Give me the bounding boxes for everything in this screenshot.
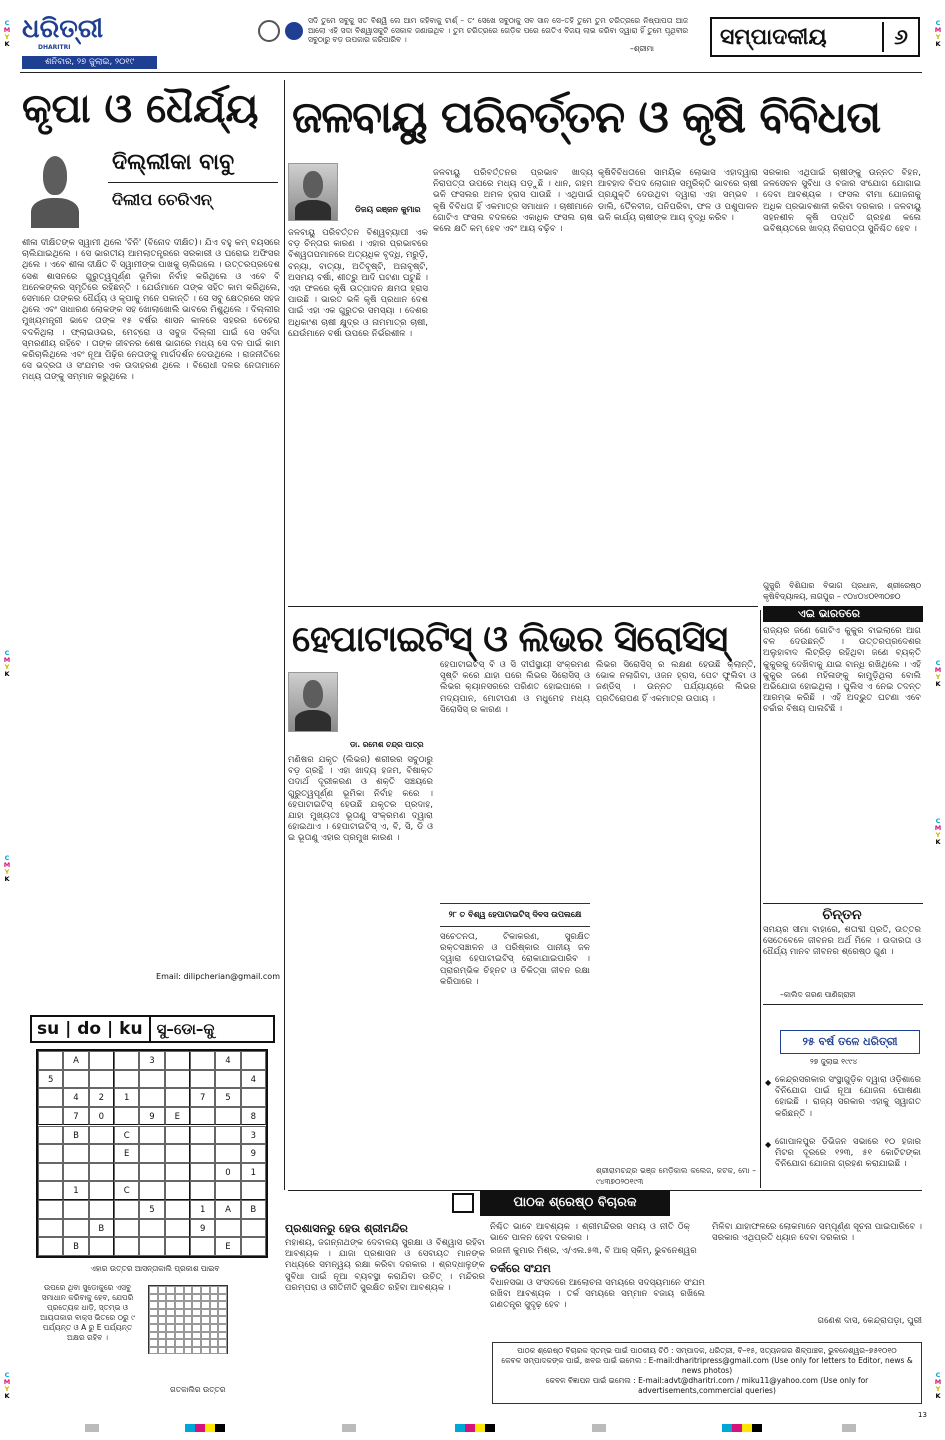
sudoku-cell[interactable] <box>215 1219 240 1238</box>
years-ago-item-1: କେନ୍ଦ୍ରସରକାର ସଂସ୍ଥାଗୁଡ଼ିକ ଦ୍ୱାରା ଓଡ଼ିଶାରେ ବିନିଯୋଗ ପାଇଁ ନୂଆ ଯୋଜନା ଘୋଷଣା ହୋଇଛି । ରାଜ୍ୟ ସରକାର ଏହାକୁ ସ୍ୱାଗତ କରିଛନ୍ତି । <box>775 1075 921 1119</box>
color-bar <box>842 1424 856 1432</box>
sudoku-solution-cell <box>218 1339 227 1347</box>
bullet-icon: ◆ <box>765 1078 772 1087</box>
sudoku-solution-cell <box>192 1316 201 1324</box>
sudoku-solution-cell <box>218 1301 227 1309</box>
sudoku-cell[interactable]: E <box>215 1237 240 1256</box>
sudoku-solution-cell <box>158 1347 167 1355</box>
color-bar <box>185 1424 225 1432</box>
sudoku-solution-cell <box>210 1347 219 1355</box>
sudoku-solution-cell <box>158 1324 167 1332</box>
sudoku-cell[interactable]: E <box>114 1144 139 1163</box>
sudoku-cell[interactable] <box>38 1088 63 1107</box>
sudoku-cell[interactable]: B <box>241 1200 266 1219</box>
sudoku-solution-cell <box>192 1347 201 1355</box>
sudoku-cell[interactable] <box>89 1070 114 1089</box>
chintan-author: –କାଲିଦ ଗରଣ ପାଣିଗ୍ରାହୀ <box>780 990 856 999</box>
sudoku-title: su | do | ku <box>37 1019 143 1039</box>
sudoku-cell[interactable] <box>63 1070 88 1089</box>
sudoku-solution-cell <box>201 1332 210 1340</box>
sudoku-grid[interactable] <box>36 1049 268 1258</box>
masthead-logo: ଧରିତ୍ରୀ DHARITRI <box>22 14 104 51</box>
color-bar <box>722 1424 762 1432</box>
letters-footer-address: ପାଠକ ଶ୍ରେଷ୍ଠ ବିଚାରକ ସ୍ତମ୍ଭ ପାଇଁ ପାଠକୀୟ ଚିଠି : ସମ୍ପାଦକ, ଧରିତ୍ରୀ, ବି–୧୫, ସତ୍ୟନଗର ଶିଳ୍ପାଞ୍ଚଳ, ଭୁବନେଶ୍ୱର–୭୫୧୦୧୦ <box>517 1346 897 1355</box>
sudoku-cell[interactable]: B <box>63 1237 88 1256</box>
sudoku-solution-cell <box>175 1316 184 1324</box>
sudoku-cell[interactable] <box>241 1051 266 1070</box>
sudoku-solution-cell <box>175 1294 184 1302</box>
sudoku-cell[interactable] <box>89 1237 114 1256</box>
sudoku-cell[interactable] <box>165 1126 190 1145</box>
page-number-badge: ୬ <box>894 24 908 50</box>
sudoku-cell[interactable] <box>139 1144 164 1163</box>
sudoku-solution-cell <box>192 1332 201 1340</box>
color-bar <box>592 1424 606 1432</box>
sudoku-solution-cell <box>149 1347 158 1355</box>
sudoku-cell[interactable]: A <box>63 1051 88 1070</box>
sudoku-solution-cell <box>210 1332 219 1340</box>
sudoku-cell[interactable] <box>139 1219 164 1238</box>
years-ago-date: ୨୭ ଜୁଲାଇ ୧୯୯୪ <box>810 1057 858 1066</box>
sudoku-solution-cell <box>201 1286 210 1294</box>
sudoku-cell[interactable] <box>139 1126 164 1145</box>
main-body-col2: ଜଳବାୟୁ ପରିବର୍ତ୍ତନର ପ୍ରଭାବ ଖାଦ୍ୟ ନିରାପତ୍ତା ଉପରେ ମଧ୍ୟ ପଡ଼ୁଛି । ଧାନ, ଗହମ ଭଳି ଫସଲର ଅମଳ ହ୍ରାସ ପାଉଛି । ଏଥିପାଇଁ କୃଷି ବିବିଧତା ହିଁ ଏକମାତ୍ର ସମାଧାନ । ଚାଷୀମାନେ ଗୋଟିଏ ଫସଲ ବଦଳରେ ଏକାଧିକ ଫସଲ ଚାଷ କଲେ କ୍ଷତି କମ୍ ହେବ ଏବଂ ଆୟ ବଢ଼ିବ । <box>433 168 593 235</box>
masthead-quote: ସଦି ତୁମେ ସବୁକୁ ସତ ବିଶ୍ୱି ଲେ ଆମ କହିବାକୁ ଟାର୍ଶ୍ – ତ' ସେଖେ ସବୁଠାକୁ ସବ ସାନ ସେ–ତହି ତୁମେ ତୁମ ଚରିତ୍ରରେ ନିଷ୍ପାପତା ଆଜ ଆଲୋ ଏହି ସଦା ବିଶ୍ୱାସକୁଟି ସେକାଳ ଜଣାଇଥିବ । ତୁମ ଚରିତ୍ରରେ ଗେଡ଼ିକ ପରେ ଗେତିଏ ବିଜୟ ଲାଭ କରିବା ଦ୍ୱାରା ହିଁ ତୁମେ ପୃଥିବୀର ସବୁଠାରୁ ବଡ଼ ଉପକାର କରିପାରିବ । <box>308 16 688 44</box>
letter2-body: ନିଶ୍ଚିତ ଭାବେ ଆବଶ୍ୟକ । ଶ୍ରୀମନ୍ଦିରର ସମୟ ଓ ନୀତି ଠିକ୍ ଭାବେ ପାଳନ ହେବା ଦରକାର । <box>490 1222 690 1244</box>
sudoku-cell[interactable] <box>190 1107 215 1126</box>
sudoku-cell[interactable] <box>190 1051 215 1070</box>
sudoku-cell[interactable] <box>190 1070 215 1089</box>
sudoku-cell[interactable]: 9 <box>139 1107 164 1126</box>
masthead-date: ଶନିବାର, ୨୭ ଜୁଲାଇ, ୨୦୧୯ <box>22 56 157 69</box>
sudoku-solution-cell <box>218 1316 227 1324</box>
sudoku-cell[interactable] <box>89 1181 114 1200</box>
sudoku-cell[interactable] <box>89 1126 114 1145</box>
sudoku-cell[interactable] <box>139 1181 164 1200</box>
sudoku-solution-cell <box>184 1301 193 1309</box>
sudoku-solution-cell <box>158 1332 167 1340</box>
sudoku-solution-cell <box>175 1309 184 1317</box>
sudoku-cell[interactable]: B <box>89 1219 114 1238</box>
sudoku-solution-cell <box>184 1339 193 1347</box>
registration-mark: C M Y K <box>934 659 942 688</box>
sudoku-solution-cell <box>192 1294 201 1302</box>
sudoku-cell[interactable] <box>38 1107 63 1126</box>
sudoku-cell[interactable] <box>165 1181 190 1200</box>
sudoku-cell[interactable] <box>190 1163 215 1182</box>
bullet-icon: ◆ <box>765 1140 772 1149</box>
sudoku-solution-cell <box>210 1301 219 1309</box>
sudoku-solution-cell <box>175 1301 184 1309</box>
sudoku-cell[interactable] <box>215 1144 240 1163</box>
letters-banner: ପାଠକ ଶ୍ରେଷ୍ଠ ବିଚାରକ <box>480 1190 670 1216</box>
sudoku-solution-cell <box>218 1347 227 1355</box>
sudoku-solution-cell <box>201 1301 210 1309</box>
sudoku-cell[interactable]: 0 <box>215 1163 240 1182</box>
sudoku-cell[interactable] <box>114 1163 139 1182</box>
letter1-body: ମହାଶୟ, ଜଗନ୍ନାଥଙ୍କ ଦେବାଳୟ ସୁରକ୍ଷା ଓ ବିଶ୍ୱାସ ରହିବା ଆବଶ୍ୟକ । ଯାଜା ପ୍ରଶାସନ ଓ ସେବାୟତ ମାନଙ୍କ ମଧ୍ୟରେ ସମନ୍ୱୟ ରକ୍ଷା କରିବା ଦରକାର । ଶ୍ରଦ୍ଧାଳୁଙ୍କ ସୁବିଧା ପାଇଁ ନୂଆ ବ୍ୟବସ୍ଥା କରାଯିବା ଉଚିତ୍ । ମନ୍ଦିରର ପରମ୍ପରା ଓ ରୀତିନୀତି ସୁରକ୍ଷିତ ରହିବା ଆବଶ୍ୟକ । <box>285 1238 485 1293</box>
sudoku-solution-cell <box>201 1316 210 1324</box>
sudoku-cell[interactable] <box>114 1107 139 1126</box>
sudoku-solution-cell <box>175 1286 184 1294</box>
sudoku-cell[interactable] <box>38 1237 63 1256</box>
sudoku-solution-cell <box>201 1347 210 1355</box>
registration-mark: C M Y K <box>3 649 11 678</box>
sudoku-cell[interactable] <box>114 1070 139 1089</box>
sudoku-solution-cell <box>149 1316 158 1324</box>
sudoku-solution-cell <box>192 1301 201 1309</box>
masthead-quote-author: –ଶ୍ରୀମା <box>630 44 654 53</box>
sudoku-cell[interactable]: 1 <box>63 1181 88 1200</box>
sudoku-solution-cell <box>175 1339 184 1347</box>
sudoku-solution-cell <box>166 1294 175 1302</box>
sudoku-cell[interactable]: 5 <box>139 1200 164 1219</box>
sudoku-cell[interactable]: 4 <box>241 1070 266 1089</box>
sudoku-cell[interactable] <box>190 1237 215 1256</box>
registration-mark: C M Y K <box>934 19 942 48</box>
sudoku-solution-cell <box>201 1309 210 1317</box>
sudoku-solution-cell <box>158 1316 167 1324</box>
main-body-col3: କୃଷିବିବିଧତାରେ ସାମୟିକ ଲୋଭାସ ଏହାଦ୍ୱାରା ଆବହାଦ ବିପଦ ଲୋଗାନ ସମ୍ପ୍ରିକ୍ତି ଭାବରେ ଚାଷୀ ପ୍ରଯୁକ୍ତି ଦେଉଥିବା ଦ୍ୱାରା ଏହା ସମ୍ଭବ । ଡାଲି, ତୈଳବୀଜ, ପନିପରିବା, ଫଳ ଓ ପଶୁପାଳନ ଭଳି କାର୍ଯ୍ୟ ଚାଷୀଙ୍କ ଆୟ ବୃଦ୍ଧି କରିବ । <box>598 168 758 223</box>
sudoku-cell[interactable]: 1 <box>241 1163 266 1182</box>
color-bar <box>342 1424 356 1432</box>
sudoku-cell[interactable] <box>38 1144 63 1163</box>
sudoku-cell[interactable] <box>89 1200 114 1219</box>
sudoku-solution-cell <box>149 1339 158 1347</box>
sudoku-solution-cell <box>184 1294 193 1302</box>
sudoku-cell[interactable]: C <box>114 1126 139 1145</box>
sudoku-solution-cell <box>166 1316 175 1324</box>
sudoku-solution-cell <box>218 1332 227 1340</box>
letter4-sign: ଗଣେଶ ଦାସ, କେନ୍ଦ୍ରାପଡ଼ା, ପୁରୀ <box>817 1316 922 1326</box>
sudoku-cell[interactable] <box>63 1200 88 1219</box>
sudoku-cell[interactable] <box>190 1144 215 1163</box>
sudoku-solution-cell <box>218 1294 227 1302</box>
sudoku-solution-cell <box>192 1309 201 1317</box>
sudoku-solution-cell <box>166 1339 175 1347</box>
main-headline: ଜଳବାୟୁ ପରିବର୍ତ୍ତନ ଓ କୃଷି ବିବିଧତା <box>292 92 881 143</box>
sudoku-solution-cell <box>210 1339 219 1347</box>
sudoku-cell[interactable]: 5 <box>38 1070 63 1089</box>
sudoku-cell[interactable] <box>215 1070 240 1089</box>
main-body-col1: ଜଳବାୟୁ ପରିବର୍ତ୍ତନ ବିଶ୍ୱବ୍ୟାପୀ ଏକ ବଡ଼ ଚିନ୍ତାର କାରଣ । ଏହାର ପ୍ରଭାବରେ ବିଶ୍ୱତାପମାନରେ ଅତ୍ୟଧିକ ବୃଦ୍ଧି, ମରୁଡ଼ି, ବନ୍ୟା, ବାତ୍ୟା, ଅତିବୃଷ୍ଟି, ଅନାବୃଷ୍ଟି, ଅସମୟ ବର୍ଷା, ଶୀତ୍ରୁ ଆଦି ଘଟଣା ଘଟୁଛି । ଏହା ଫଳରେ କୃଷି ଉତ୍ପାଦନ କ୍ଷମତା ହ୍ରାସ ପାଉଛି । ଭାରତ ଭଳି କୃଷି ପ୍ରଧାନ ଦେଶ ପାଇଁ ଏହା ଏକ ଗୁରୁତର ସମସ୍ୟା । ଦେଶର ଅଧିକାଂଶ ଚାଷୀ କ୍ଷୁଦ୍ର ଓ ନାମମାତ୍ର ଚାଷୀ, ଯେଉଁମାନେ ବର୍ଷା ଉପରେ ନିର୍ଭରଶୀଳ । <box>288 228 428 339</box>
sudoku-cell[interactable] <box>165 1200 190 1219</box>
color-bar <box>455 1424 495 1432</box>
sudoku-cell[interactable] <box>63 1219 88 1238</box>
sudoku-cell[interactable] <box>63 1163 88 1182</box>
sudoku-solution-cell <box>210 1324 219 1332</box>
column-body: ଶୀଳା ଦୀକ୍ଷିତଙ୍କ ସ୍ୱାମୀ ଥିଲେ 'ବିନି' (ବିନୋଦ ଦୀକ୍ଷିତ)। ଯିଏ ବହୁ କମ୍ ବୟସରେ ଚାଲିଯାଇଥିଲେ । ସେ ଭାରତୀୟ ଆମଲାତନ୍ତ୍ରରେ ସରକାରୀ ଓ ଘରୋଇ ଅଫିସର ଥିଲେ । ଏବେ ଶୀଳା ଦୀକ୍ଷିତ ବି ସ୍ୱାମୀଙ୍କ ପାଖକୁ ଚାଲିଗଲେ । ଉତ୍ତରପ୍ରଦେଶ ସେଶ ଶାସନରେ ଗୁରୁତ୍ୱପୂର୍ଣ୍ଣ ଭୂମିକା ନିର୍ବାହ କରିଥିଲେ ଓ ଏବେ ବି ଅନେକଙ୍କର ସ୍ମୃତିରେ ରହିଛନ୍ତି । ଯେଉଁମାନେ ତାଙ୍କ ସହିତ କାମ କରିଥିଲେ, ସେମାନେ ତାଙ୍କର ଧୈର୍ଯ୍ୟ ଓ କୃପାକୁ ମନେ ପକାନ୍ତି । ସେ ସବୁ କ୍ଷେତ୍ରରେ ସହଜ ଥିଲେ ଏବଂ ସାଧାରଣ ଲୋକଙ୍କ ସହ ଖୋଲାଖୋଲି ଭାବରେ ମିଶୁଥିଲେ । ଦିଲ୍ଲୀର ମୁଖ୍ୟମନ୍ତ୍ରୀ ଭାବେ ତାଙ୍କ ୧୫ ବର୍ଷର ଶାସନ କାଳରେ ସହରର ଚେହେରା ବଦଳିଥିଲା । ଫ୍ଲାଇଓଭର, ମେଟ୍ରୋ ଓ ସବୁଜ ଦିଲ୍ଲୀ ପାଇଁ ସେ ସର୍ବଦା ସ୍ମରଣୀୟ ରହିବେ । ତାଙ୍କ ଜୀବନର ଶେଷ ଭାଗରେ ମଧ୍ୟ ସେ ଦଳ ପାଇଁ କାମ କରିଚାଲିଥିଲେ ଏବଂ ନୂଆ ପିଢ଼ିର ନେତାଙ୍କୁ ମାର୍ଗଦର୍ଶନ ଦେଉଥିଲେ । ରାଜନୀତିରେ ସେ ଭଦ୍ରତା ଓ ସଂଯମର ଏକ ଉଦାହରଣ ଥିଲେ । ବିରୋଧୀ ଦଳର ନେତାମାନେ ମଧ୍ୟ ତାଙ୍କୁ ସମ୍ମାନ କରୁଥିଲେ । <box>22 238 280 383</box>
sudoku-title-odia: ସୁ–ଡୋ–କୁ <box>156 1020 215 1038</box>
sudoku-solution-cell <box>149 1301 158 1309</box>
sudoku-cell[interactable] <box>114 1200 139 1219</box>
sudoku-cell[interactable]: 2 <box>89 1088 114 1107</box>
sudoku-cell[interactable]: 4 <box>215 1051 240 1070</box>
sudoku-solution-cell <box>192 1324 201 1332</box>
sudoku-solution-cell <box>166 1324 175 1332</box>
sudoku-cell[interactable]: 3 <box>139 1051 164 1070</box>
sudoku-cell[interactable] <box>215 1107 240 1126</box>
sudoku-solution-cell <box>210 1286 219 1294</box>
sudoku-cell[interactable] <box>38 1126 63 1145</box>
sudoku-solution-cell <box>201 1324 210 1332</box>
sudoku-solution-cell <box>184 1332 193 1340</box>
sudoku-cell[interactable] <box>114 1051 139 1070</box>
sudoku-solution-cell <box>210 1316 219 1324</box>
sudoku-solution-cell <box>175 1324 184 1332</box>
sudoku-cell[interactable] <box>38 1163 63 1182</box>
sudoku-cell[interactable]: 9 <box>241 1144 266 1163</box>
author-photo <box>24 146 86 228</box>
sudoku-cell[interactable]: C <box>114 1181 139 1200</box>
sudoku-solution-cell <box>158 1309 167 1317</box>
sudoku-solution-cell <box>175 1347 184 1355</box>
sudoku-cell[interactable] <box>165 1144 190 1163</box>
sudoku-cell[interactable] <box>215 1126 240 1145</box>
sudoku-cell[interactable]: B <box>63 1126 88 1145</box>
east-india-body: ରାଜ୍ୟର ଜଣେ ଗୋଟିଏ କୁକୁର ବାଇଲାରେ ଆଗ ବଳ ଦେଉଛନ୍ତି । ଉତ୍ତରପ୍ରଦେଶର ଅଲୁହାବାଦ ଲିଟ୍ରିଡ଼ ରହିଥିବା ଜଣେ ବ୍ୟକ୍ତି କୁକୁରକୁ ଦେଖିବାକୁ ଯାଇ ବାନ୍ଧି ରଖିଥିଲେ । ଏହି କୁକୁର ଜଣେ ମହିଳାଙ୍କୁ କାମୁଡ଼ିଥିଲା ବୋଲି ଅଭିଯୋଗ ହୋଇଥିଲା । ପୁଲିସ ଏ ନେଇ ତଦନ୍ତ ଆରମ୍ଭ କରିଛି । ଏହି ଅଦ୍ଭୁତ ଘଟଣା ଏବେ ଚର୍ଚ୍ଚାର ବିଷୟ ପାଲଟିଛି । <box>763 626 921 715</box>
sudoku-cell[interactable] <box>139 1070 164 1089</box>
sudoku-rules: ଉପରେ ଥିବା ସୁଡୋକୁରେ ଏସବୁ ସମାଧାନ କରିବାକୁ ହେବ, ଯେପରି ପ୍ରତ୍ୟେକ ଧାଡ଼ି, ସ୍ତମ୍ଭ ଓ ଆୟତାକାର ବାକ୍ସ ଭିତରେ ୦ରୁ ୯ ପର୍ଯ୍ୟନ୍ତ ଓ A ରୁ E ପର୍ଯ୍ୟନ୍ତ ଅକ୍ଷର ରହିବ । <box>40 1283 135 1342</box>
sudoku-cell[interactable] <box>215 1181 240 1200</box>
sudoku-solution-cell <box>158 1339 167 1347</box>
sudoku-solution-cell <box>184 1309 193 1317</box>
years-ago-item-2: ଗୋପାଳପୁର ଡିଭିଜନ ସଭାରେ ୧୦ ହଜାର ମିଟର ଦୂରରେ ୧୨୩, ୫୧ କୋଟିଟଙ୍କା ବିନିଯୋଗ ଯୋଜନା ଗ୍ରହଣ କରାଯାଇଛି । <box>775 1137 921 1170</box>
author-photo <box>288 672 338 732</box>
sudoku-cell[interactable] <box>139 1088 164 1107</box>
chintan-title: ଚିନ୍ତନ <box>822 907 862 923</box>
sudoku-solution-cell <box>149 1286 158 1294</box>
registration-mark: C M Y K <box>934 1371 942 1400</box>
registration-mark: C M Y K <box>934 817 942 846</box>
sudoku-cell[interactable] <box>38 1181 63 1200</box>
sudoku-cell[interactable] <box>241 1237 266 1256</box>
sudoku-cell[interactable]: 7 <box>63 1107 88 1126</box>
sudoku-cell[interactable]: 3 <box>241 1126 266 1145</box>
sudoku-solution-cell <box>192 1286 201 1294</box>
sudoku-cell[interactable] <box>63 1144 88 1163</box>
sudoku-cell[interactable] <box>139 1163 164 1182</box>
section-title: ସମ୍ପାଦକୀୟ <box>720 24 827 50</box>
hepatitis-body-col1: ମଣିଷର ଯକୃତ (ଲିଭର) ଶରୀରର ସବୁଠାରୁ ବଡ଼ ଗ୍ରନ୍ଥି । ଏହା ଖାଦ୍ୟ ହଜମ, ବିଷାକ୍ତ ପଦାର୍ଥ ଦୂରୀକରଣ ଓ ଶକ୍ତି ସଞ୍ଚୟରେ ଗୁରୁତ୍ୱପୂର୍ଣ୍ଣ ଭୂମିକା ନିର୍ବାହ କରେ । ହେପାଟାଇଟିସ୍ ହେଉଛି ଯକୃତର ପ୍ରଦାହ, ଯାହା ମୁଖ୍ୟତଃ ଭୂତାଣୁ ସଂକ୍ରମଣ ଦ୍ୱାରା ହୋଇଥାଏ । ହେପାଟାଇଟିସ୍ ଏ, ବି, ସି, ଡି ଓ ଇ ଭୂତାଣୁ ଏହାର ପ୍ରମୁଖ କାରଣ । <box>288 755 433 844</box>
sudoku-solution-cell <box>184 1286 193 1294</box>
sudoku-solution-cell <box>192 1339 201 1347</box>
letter2-sign: ରଜନୀ କୁମାର ମିଶ୍ର, ଏ/ଏଲ.୫୩, ବି ଆର୍ ସ୍କିମ୍, ଭୁବନେଶ୍ୱର <box>490 1246 697 1256</box>
sudoku-solution-cell <box>166 1301 175 1309</box>
sudoku-cell[interactable] <box>165 1163 190 1182</box>
sudoku-cell[interactable] <box>241 1181 266 1200</box>
author-email: Email: dilipcherian@gmail.com <box>156 972 280 981</box>
column-byline: ଦିଲ୍ଲୀକା ବାବୁ <box>112 150 235 175</box>
hepatitis-author-footer: ଶ୍ରୀରାମଚନ୍ଦ୍ର ଭଞ୍ଜ ମେଡ଼ିକାଲ କଲେଜ, କଟକ, ମୋ – ୯୪୩୭୦୨୦୧୯୩ <box>596 1166 756 1187</box>
sudoku-solution-cell <box>149 1332 158 1340</box>
sudoku-solution-cell <box>184 1324 193 1332</box>
sudoku-cell[interactable] <box>38 1200 63 1219</box>
letters-footer-email2: କେବଳ ବିଜ୍ଞାପନ ପାଇଁ ଇମେଲ : E-mail:advt@dharitri.com / miku11@yahoo.com (Use only for advertisements,commercial queries) <box>545 1376 869 1395</box>
sudoku-solution-cell <box>210 1309 219 1317</box>
sudoku-cell[interactable]: 0 <box>89 1107 114 1126</box>
main-author-footer: ଗୁଜୁରି ବିଶିଯାର ବିଭାଗ ପ୍ରଧାନ, ଶ୍ରୀରେଷ୍ଠ କୃଷିବିଦ୍ୟାଳୟ, ନାଗପୁର – ୯୦୪୦୪୦୧୩୦୭୦ <box>763 581 921 602</box>
sudoku-cell[interactable] <box>165 1219 190 1238</box>
section-box <box>710 17 920 57</box>
sudoku-yesterday-label: ଗତକାଲିର ଉତ୍ତର <box>170 1385 226 1394</box>
sudoku-cell[interactable]: 7 <box>190 1088 215 1107</box>
sudoku-solution-cell <box>149 1324 158 1332</box>
sudoku-cell[interactable]: E <box>165 1107 190 1126</box>
hepatitis-body-col3: ଲିଭର ସିରୋସିସ୍ ର ଲକ୍ଷଣ ହେଉଛି କ୍ଲାନ୍ତି, ଭୋକ ନଲାଗିବା, ଓଜନ ହ୍ରାସ, ପେଟ ଫୁଲିବା ଓ ଜଣ୍ଡିସ୍ । ଉନ୍ନତ ପର୍ଯ୍ୟାୟରେ ଲିଭର ପ୍ରତିରୋପଣ ହିଁ ଏକମାତ୍ର ଉପାୟ । <box>596 660 756 704</box>
sudoku-solution-cell <box>166 1309 175 1317</box>
sudoku-cell[interactable] <box>139 1237 164 1256</box>
hepatitis-body-col2b: ସଚେତନତା, ଟିକାକରଣ, ସୁରକ୍ଷିତ ରକ୍ତସଞ୍ଚାଳନ ଓ ପରିଷ୍କାର ପାନୀୟ ଜଳ ଦ୍ୱାରା ହେପାଟାଇଟିସ୍ ରୋକାଯାଇପାରିବ । ପ୍ରାରମ୍ଭିକ ଚିହ୍ନଟ ଓ ଚିକିତ୍ସା ଜୀବନ ରକ୍ଷା କରିପାରେ । <box>440 932 590 987</box>
sudoku-cell[interactable] <box>89 1163 114 1182</box>
om-icon <box>285 22 303 40</box>
years-ago-title: ୨୫ ବର୍ଷ ତଳେ ଧରିତ୍ରୀ <box>780 1030 920 1054</box>
main-body-col4: ସରକାର ଏଥିପାଇଁ ଚାଷୀଙ୍କୁ ଉନ୍ନତ ବିହନ, ଜଳସେଚନ ସୁବିଧା ଓ ବଜାର ସଂଯୋଗ ଯୋଗାଇ ଦେବା ଆବଶ୍ୟକ । ଫସଲ ବୀମା ଯୋଜନାକୁ ଅଧିକ ପ୍ରଭାବଶାଳୀ କରିବା ଦରକାର । ଜଳବାୟୁ ସହନଶୀଳ କୃଷି ପଦ୍ଧତି ଗ୍ରହଣ କଲେ ଭବିଷ୍ୟତରେ ଖାଦ୍ୟ ନିରାପତ୍ତା ସୁନିଶ୍ଚିତ ହେବ । <box>763 168 921 235</box>
sudoku-cell[interactable]: 1 <box>190 1200 215 1219</box>
sudoku-solution-cell <box>201 1294 210 1302</box>
sudoku-solution-cell <box>218 1324 227 1332</box>
registration-mark: C M Y K <box>3 854 11 883</box>
hepatitis-author: ଡା. ରମେଶ ଚନ୍ଦ୍ର ପାତ୍ର <box>350 740 424 749</box>
east-india-header: ଏଇ ଭାରତରେ <box>763 606 923 622</box>
sudoku-cell[interactable] <box>165 1237 190 1256</box>
hepatitis-body-col2: ହେପାଟାଇଟିସ୍ ବି ଓ ସି ଦୀର୍ଘସ୍ଥାୟୀ ସଂକ୍ରମଣ ସୃଷ୍ଟି କରେ ଯାହା ପରେ ଲିଭର ସିରୋସିସ୍ ଓ ଲିଭର କ୍ୟାନସରରେ ପରିଣତ ହୋଇପାରେ । ମଦ୍ୟପାନ, ମୋଟାପଣ ଓ ମଧୁମେହ ମଧ୍ୟ ସିରୋସିସ୍ ର କାରଣ । <box>440 660 590 715</box>
sudoku-solution-cell <box>184 1347 193 1355</box>
hepatitis-headline: ହେପାଟାଇଟିସ୍ ଓ ଲିଭର ସିରୋସିସ୍ <box>292 619 728 660</box>
hepatitis-subhead: ୨୮ ତ ବିଶ୍ୱ ହେପାଟାଇଟିସ୍ ଦିବସ ଉପଲକ୍ଷେ <box>440 903 590 927</box>
sudoku-cell[interactable] <box>89 1051 114 1070</box>
sudoku-solution-cell <box>201 1339 210 1347</box>
letter4-body: ମିଳିବା ଯାହାଫଳରେ ଲୋକମାନେ ସମ୍ପୂର୍ଣ୍ଣ ସୂଚନା ପାଇପାରିବେ । ସରକାର ଏଥିପ୍ରତି ଧ୍ୟାନ ଦେବା ଦରକାର । <box>712 1222 922 1244</box>
sudoku-solution-cell <box>166 1286 175 1294</box>
author-photo <box>288 163 338 221</box>
page-number: 13 <box>918 1411 927 1419</box>
sudoku-cell[interactable] <box>89 1144 114 1163</box>
sudoku-cell[interactable] <box>165 1070 190 1089</box>
sudoku-cell[interactable] <box>165 1051 190 1070</box>
sudoku-solution-cell <box>158 1286 167 1294</box>
letter3-title: ତର୍କରେ ସଂଯମ <box>490 1262 551 1275</box>
sudoku-solution-cell <box>210 1294 219 1302</box>
sudoku-solution-cell <box>149 1294 158 1302</box>
sudoku-cell[interactable] <box>38 1051 63 1070</box>
letter3-body: ବିଧାନସଭା ଓ ସଂସଦରେ ଆଲୋଚନା ସମୟରେ ସଦସ୍ୟମାନେ ସଂଯମ ରଖିବା ଆବଶ୍ୟକ । ତର୍କ ସମୟରେ ସମ୍ମାନ ବଜାୟ ରଖିଲେ ଗଣତନ୍ତ୍ର ସୁଦୃଢ଼ ହେବ । <box>490 1278 705 1311</box>
sudoku-solution-cell <box>218 1309 227 1317</box>
registration-mark: C M Y K <box>3 1371 11 1400</box>
sudoku-solution-grid <box>148 1285 228 1354</box>
registration-mark: C M Y K <box>3 19 11 48</box>
letter1-title: ପ୍ରଶାସନରୁ ହେଉ ଶ୍ରୀମନ୍ଦିର <box>285 1222 408 1235</box>
main-author: ଡିଜୟ ରଞ୍ଜନ କୁମାର <box>355 205 421 214</box>
sudoku-cell[interactable] <box>190 1181 215 1200</box>
sudoku-solution-cell <box>166 1347 175 1355</box>
sudoku-cell[interactable]: 9 <box>190 1219 215 1238</box>
sudoku-solution-caption: ଏହାର ଉତ୍ତର ଆସନ୍ତାକାଲି ପ୍ରକାଶ ପାଇବ <box>90 1264 220 1273</box>
sudoku-cell[interactable]: 5 <box>215 1088 240 1107</box>
letters-footer-email1: କେବଳ ସମ୍ପାଦକଙ୍କ ପାଇଁ, ଖବର ପାଇଁ ଇମେଲ : E-mail:dharitripress@gmail.com (Use only for letters to Editor, news & news photos) <box>501 1356 913 1375</box>
sudoku-cell[interactable] <box>165 1088 190 1107</box>
sudoku-cell[interactable] <box>190 1126 215 1145</box>
sudoku-solution-cell <box>158 1301 167 1309</box>
sudoku-cell[interactable] <box>241 1219 266 1238</box>
sudoku-cell[interactable] <box>38 1219 63 1238</box>
sudoku-solution-cell <box>166 1332 175 1340</box>
color-bar <box>85 1424 99 1432</box>
column-author: ଦିଲୀପ ଚେରିଏନ୍ <box>112 190 212 209</box>
letters-footer-box <box>492 1342 922 1404</box>
sudoku-solution-cell <box>149 1309 158 1317</box>
sudoku-solution-cell <box>158 1294 167 1302</box>
sudoku-solution-cell <box>175 1332 184 1340</box>
chintan-body: ସମୟର ସୀମା ବାହାରେ, ଶତାବ୍ଦୀ ପ୍ରତି, ଉତ୍ତର ସେତେବେଳେ ଜୀବନର ଅର୍ଥ ମିଳେ । ଉଦାରତା ଓ ଧୈର୍ଯ୍ୟ ମାନବ ଜୀବନର ଶ୍ରେଷ୍ଠ ଗୁଣ । <box>763 925 921 958</box>
sudoku-solution-cell <box>218 1286 227 1294</box>
column-title: କୃପା ଓ ଧୈର୍ଯ୍ୟ <box>22 86 259 132</box>
sudoku-cell[interactable]: 1 <box>114 1088 139 1107</box>
sudoku-cell[interactable]: A <box>215 1200 240 1219</box>
sudoku-cell[interactable]: 8 <box>241 1107 266 1126</box>
sudoku-header <box>30 1015 275 1043</box>
sudoku-cell[interactable] <box>241 1088 266 1107</box>
letters-icon <box>452 1193 474 1213</box>
sudoku-cell[interactable] <box>114 1237 139 1256</box>
sudoku-solution-cell <box>184 1316 193 1324</box>
emblem-icon <box>258 20 280 42</box>
sudoku-cell[interactable]: 4 <box>63 1088 88 1107</box>
sudoku-cell[interactable] <box>114 1219 139 1238</box>
